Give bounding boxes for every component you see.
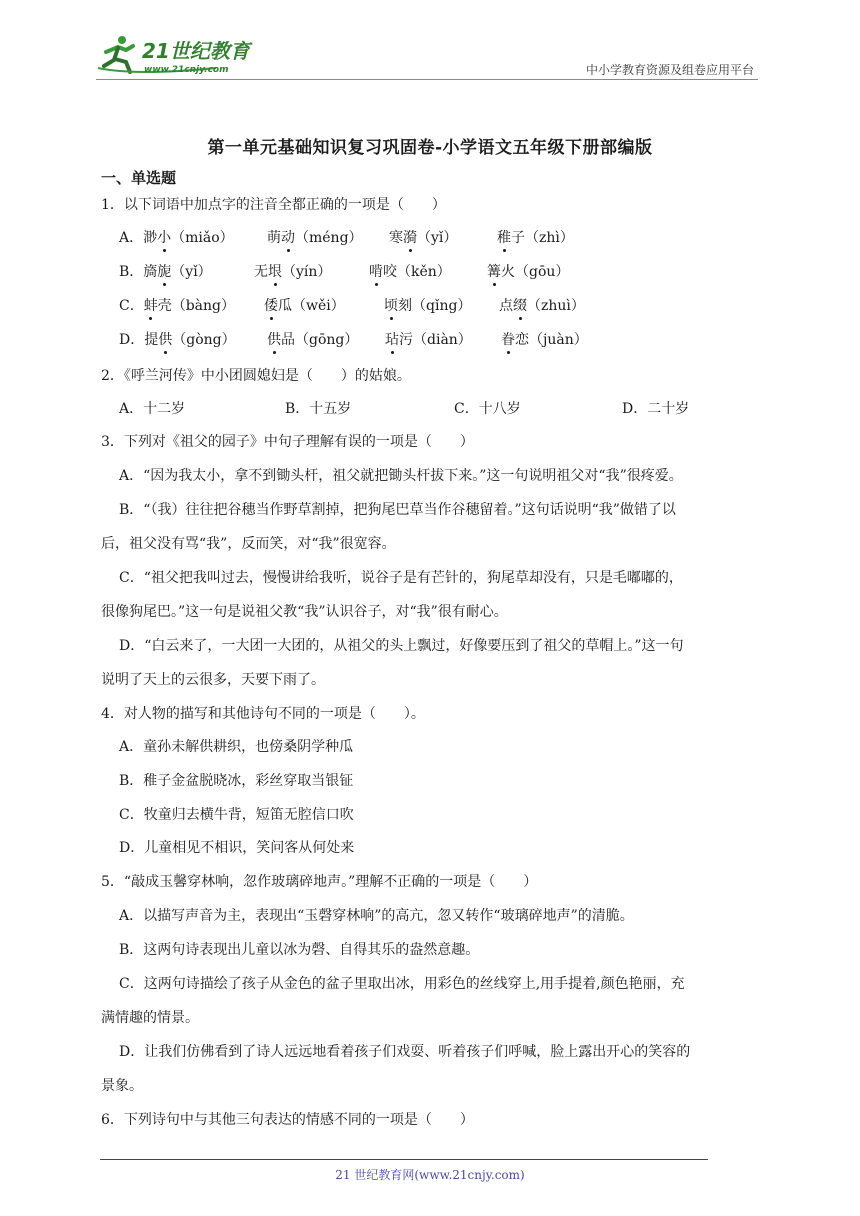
q3-option-a: A．“因为我太小，拿不到锄头杆，祖父就把锄头杆拔下来。”这一句说明祖父对“我”很疼爱。 [119,468,683,484]
q6-stem: 6．下列诗句中与其他三句表达的情感不同的一项是（ ） [101,1112,474,1128]
svg-text:www.21cnjy.com: www.21cnjy.com [144,65,229,75]
q2-stem: 2．《呼兰河传》中小团圆媳妇是（ ）的姑娘。 [101,368,411,384]
q3-option-d-line1: D．“白云来了，一大团一大团的，从祖父的头上飘过，好像要压到了祖父的草帽上。”这一句 [119,638,684,654]
q3-option-c-line1: C．“祖父把我叫过去，慢慢讲给我听，说谷子是有芒针的，狗尾草却没有，只是毛嘟嘟的， [119,570,683,586]
q4-option-a: A．童孙未解供耕织，也傍桑阴学种瓜 [119,739,354,755]
q3-option-b-line2: 后，祖父没有骂“我”，反而笑，对“我”很宽容。 [101,536,396,552]
q5-option-d-line1: D．让我们仿佛看到了诗人远远地看着孩子们戏耍、听着孩子们呼喊，脸上露出开心的笑容的 [119,1044,691,1060]
q5-option-c-line2: 满情趣的情景。 [101,1010,199,1026]
q5-option-a: A．以描写声音为主，表现出“玉磬穿林响”的高亢，忽又转作“玻璃碎地声”的清脆。 [119,908,634,924]
footer-link[interactable]: 21 世纪教育网(www.21cnjy.com) [335,1168,525,1182]
footer-divider [100,1159,708,1160]
q3-stem: 3．下列对《祖父的园子》中句子理解有误的一项是（ ） [101,434,474,450]
page-title: 第一单元基础知识复习巩固卷-小学语文五年级下册部编版 [207,138,653,158]
page-header [96,28,758,80]
q3-option-d-line2: 说明了天上的云很多，天要下雨了。 [101,672,325,688]
site-logo[interactable] [96,34,266,76]
q4-stem: 4．对人物的描写和其他诗句不同的一项是（ ）。 [101,706,425,722]
q4-option-c: C．牧童归去横牛背，短笛无腔信口吹 [119,807,354,823]
q2-option-d: D．二十岁 [622,401,690,417]
header-divider [96,79,758,80]
svg-text:21世纪教育: 21世纪教育 [142,39,250,63]
runner-logo-icon [96,34,266,76]
q2-option-c: C．十八岁 [454,401,521,417]
q1-stem: 1．以下词语中加点字的注音全都正确的一项是（ ） [101,197,446,213]
platform-tagline: 中小学教育资源及组卷应用平台 [585,63,754,77]
q5-option-d-line2: 景象。 [101,1078,143,1094]
q3-option-b-line1: B．“（我）往往把谷穗当作野草割掉，把狗尾巴草当作谷穗留着。”这句话说明“我”做错了以 [119,502,676,518]
q4-option-d: D．儿童相见不相识，笑问客从何处来 [119,840,355,856]
q5-stem: 5．“敲成玉馨穿林响，忽作玻璃碎地声。”理解不正确的一项是（ ） [101,874,538,890]
q2-option-b: B．十五岁 [285,401,352,417]
q3-option-c-line2: 很像狗尾巴。”这一句是说祖父教“我”认识谷子，对“我”很有耐心。 [101,604,508,620]
q5-option-c-line1: C．这两句诗描绘了孩子从金色的盆子里取出冰，用彩色的丝线穿上,用手提着,颜色艳丽，充 [119,976,685,992]
q5-option-b: B．这两句诗表现出儿童以冰为磬、自得其乐的盎然意趣。 [119,942,480,958]
q4-option-b: B．稚子金盆脱晓冰，彩丝穿取当银钲 [119,773,354,789]
q2-option-a: A．十二岁 [119,401,186,417]
section-heading: 一、单选题 [101,169,177,187]
